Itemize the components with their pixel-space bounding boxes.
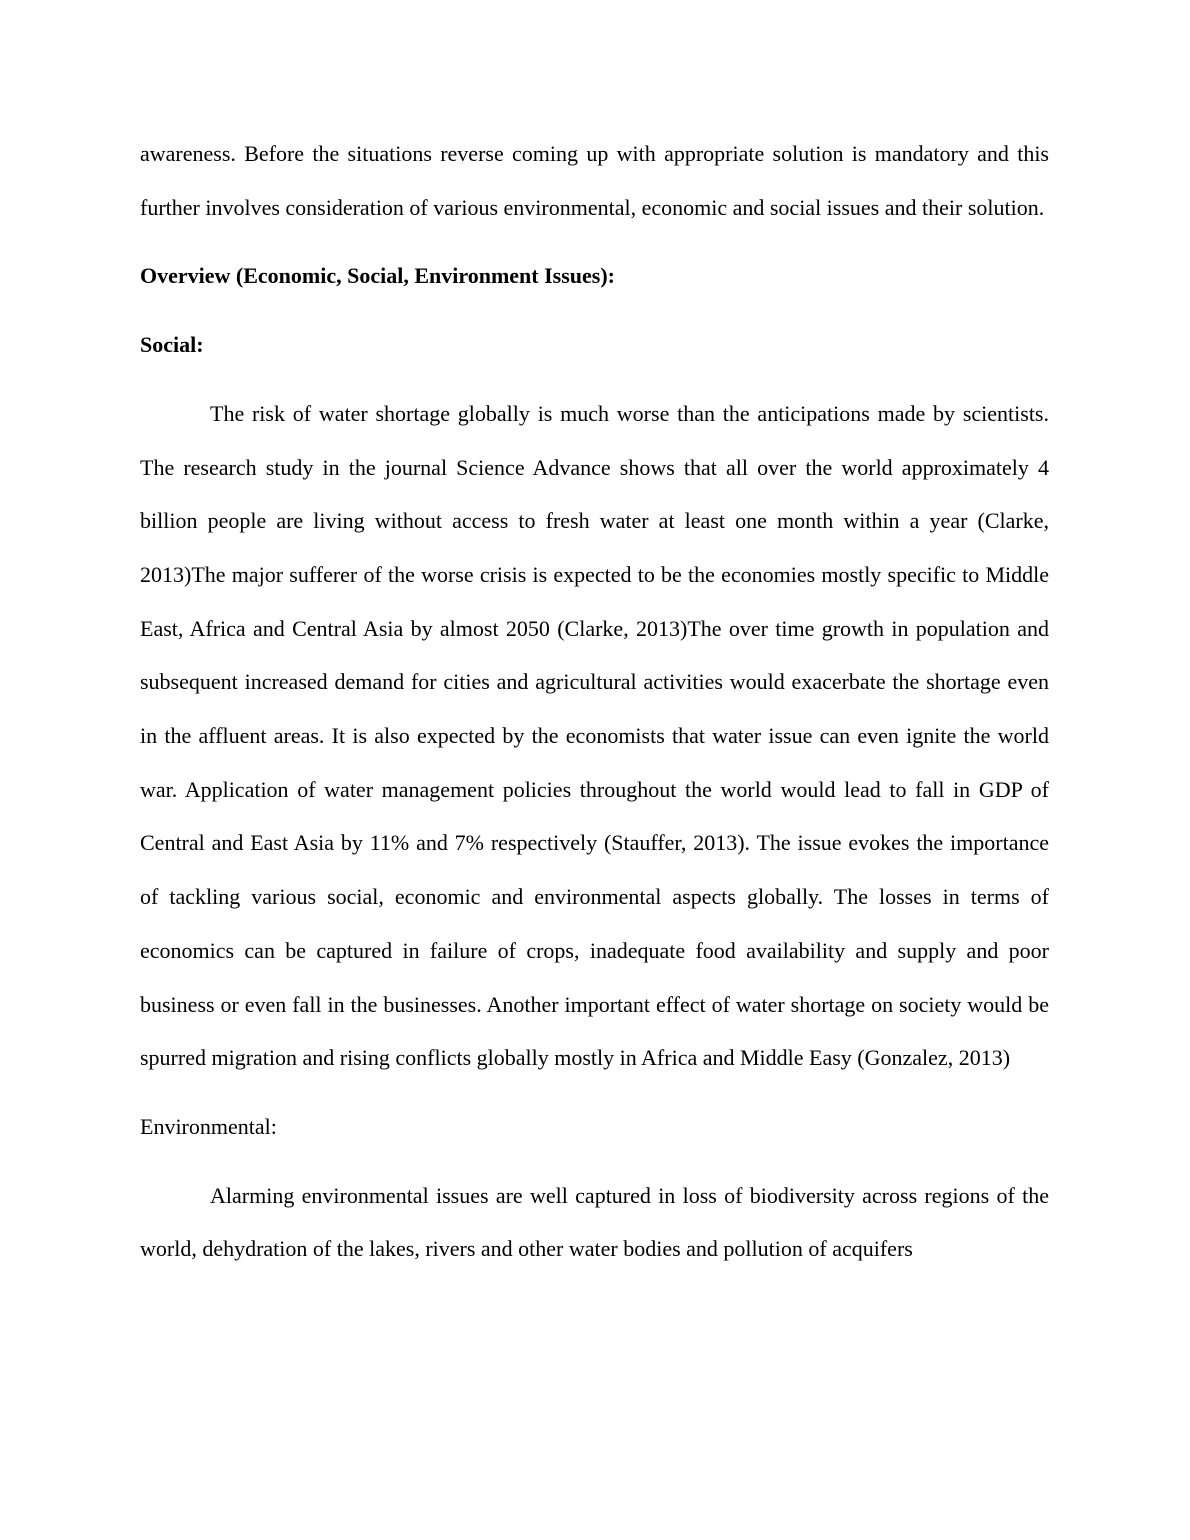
document-page [140,127,1049,1276]
overview-heading: Overview (Economic, Social, Environment Issues): [140,263,616,289]
environmental-paragraph: Alarming environmental issues are well captured in loss of biodiversity across regions of the world, dehydration of the lakes, rivers and other water bodies and pollution of acquifers [140,1182,1049,1262]
spacer [140,1154,1049,1169]
spacer [140,234,1049,249]
spacer [140,303,1049,318]
intro-paragraph: awareness. Before the situations reverse coming up with appropriate solution is mandatory and this further involves consideration of various environmental, economic and social issues and their solution. [140,141,1049,220]
spacer [140,372,1049,387]
social-heading: Social: [140,332,204,358]
environmental-heading: Environmental: [140,1113,277,1139]
social-paragraph: The risk of water shortage globally is much worse than the anticipations made by scientists. The research study in the journal Science Advance shows that all over the world approximately 4 billion people are living without access to fresh water at least one month within a year (Clarke, 2013)The major sufferer of the worse crisis is expected to be the economies mostly specific to Middle East, Africa and Central Asia by almost 2050 (Clarke, 2013)The over time growth in population and subsequent increased demand for cities and agricultural activities would exacerbate the shortage even in the affluent areas. It is also expected by the economists that water issue can even ignite the world war. Application of water management policies throughout the world would lead to fall in GDP of Central and East Asia by 11% and 7% respectively (Stauffer, 2013). The issue evokes the importance of tackling various social, economic and environmental aspects globally. The losses in terms of economics can be captured in failure of crops, inadequate food availability and supply and poor business or even fall in the businesses. Another important effect of water shortage on society would be spurred migration and rising conflicts globally mostly in Africa and Middle Easy (Gonzalez, 2013) [140,400,1049,1071]
spacer [140,1085,1049,1100]
